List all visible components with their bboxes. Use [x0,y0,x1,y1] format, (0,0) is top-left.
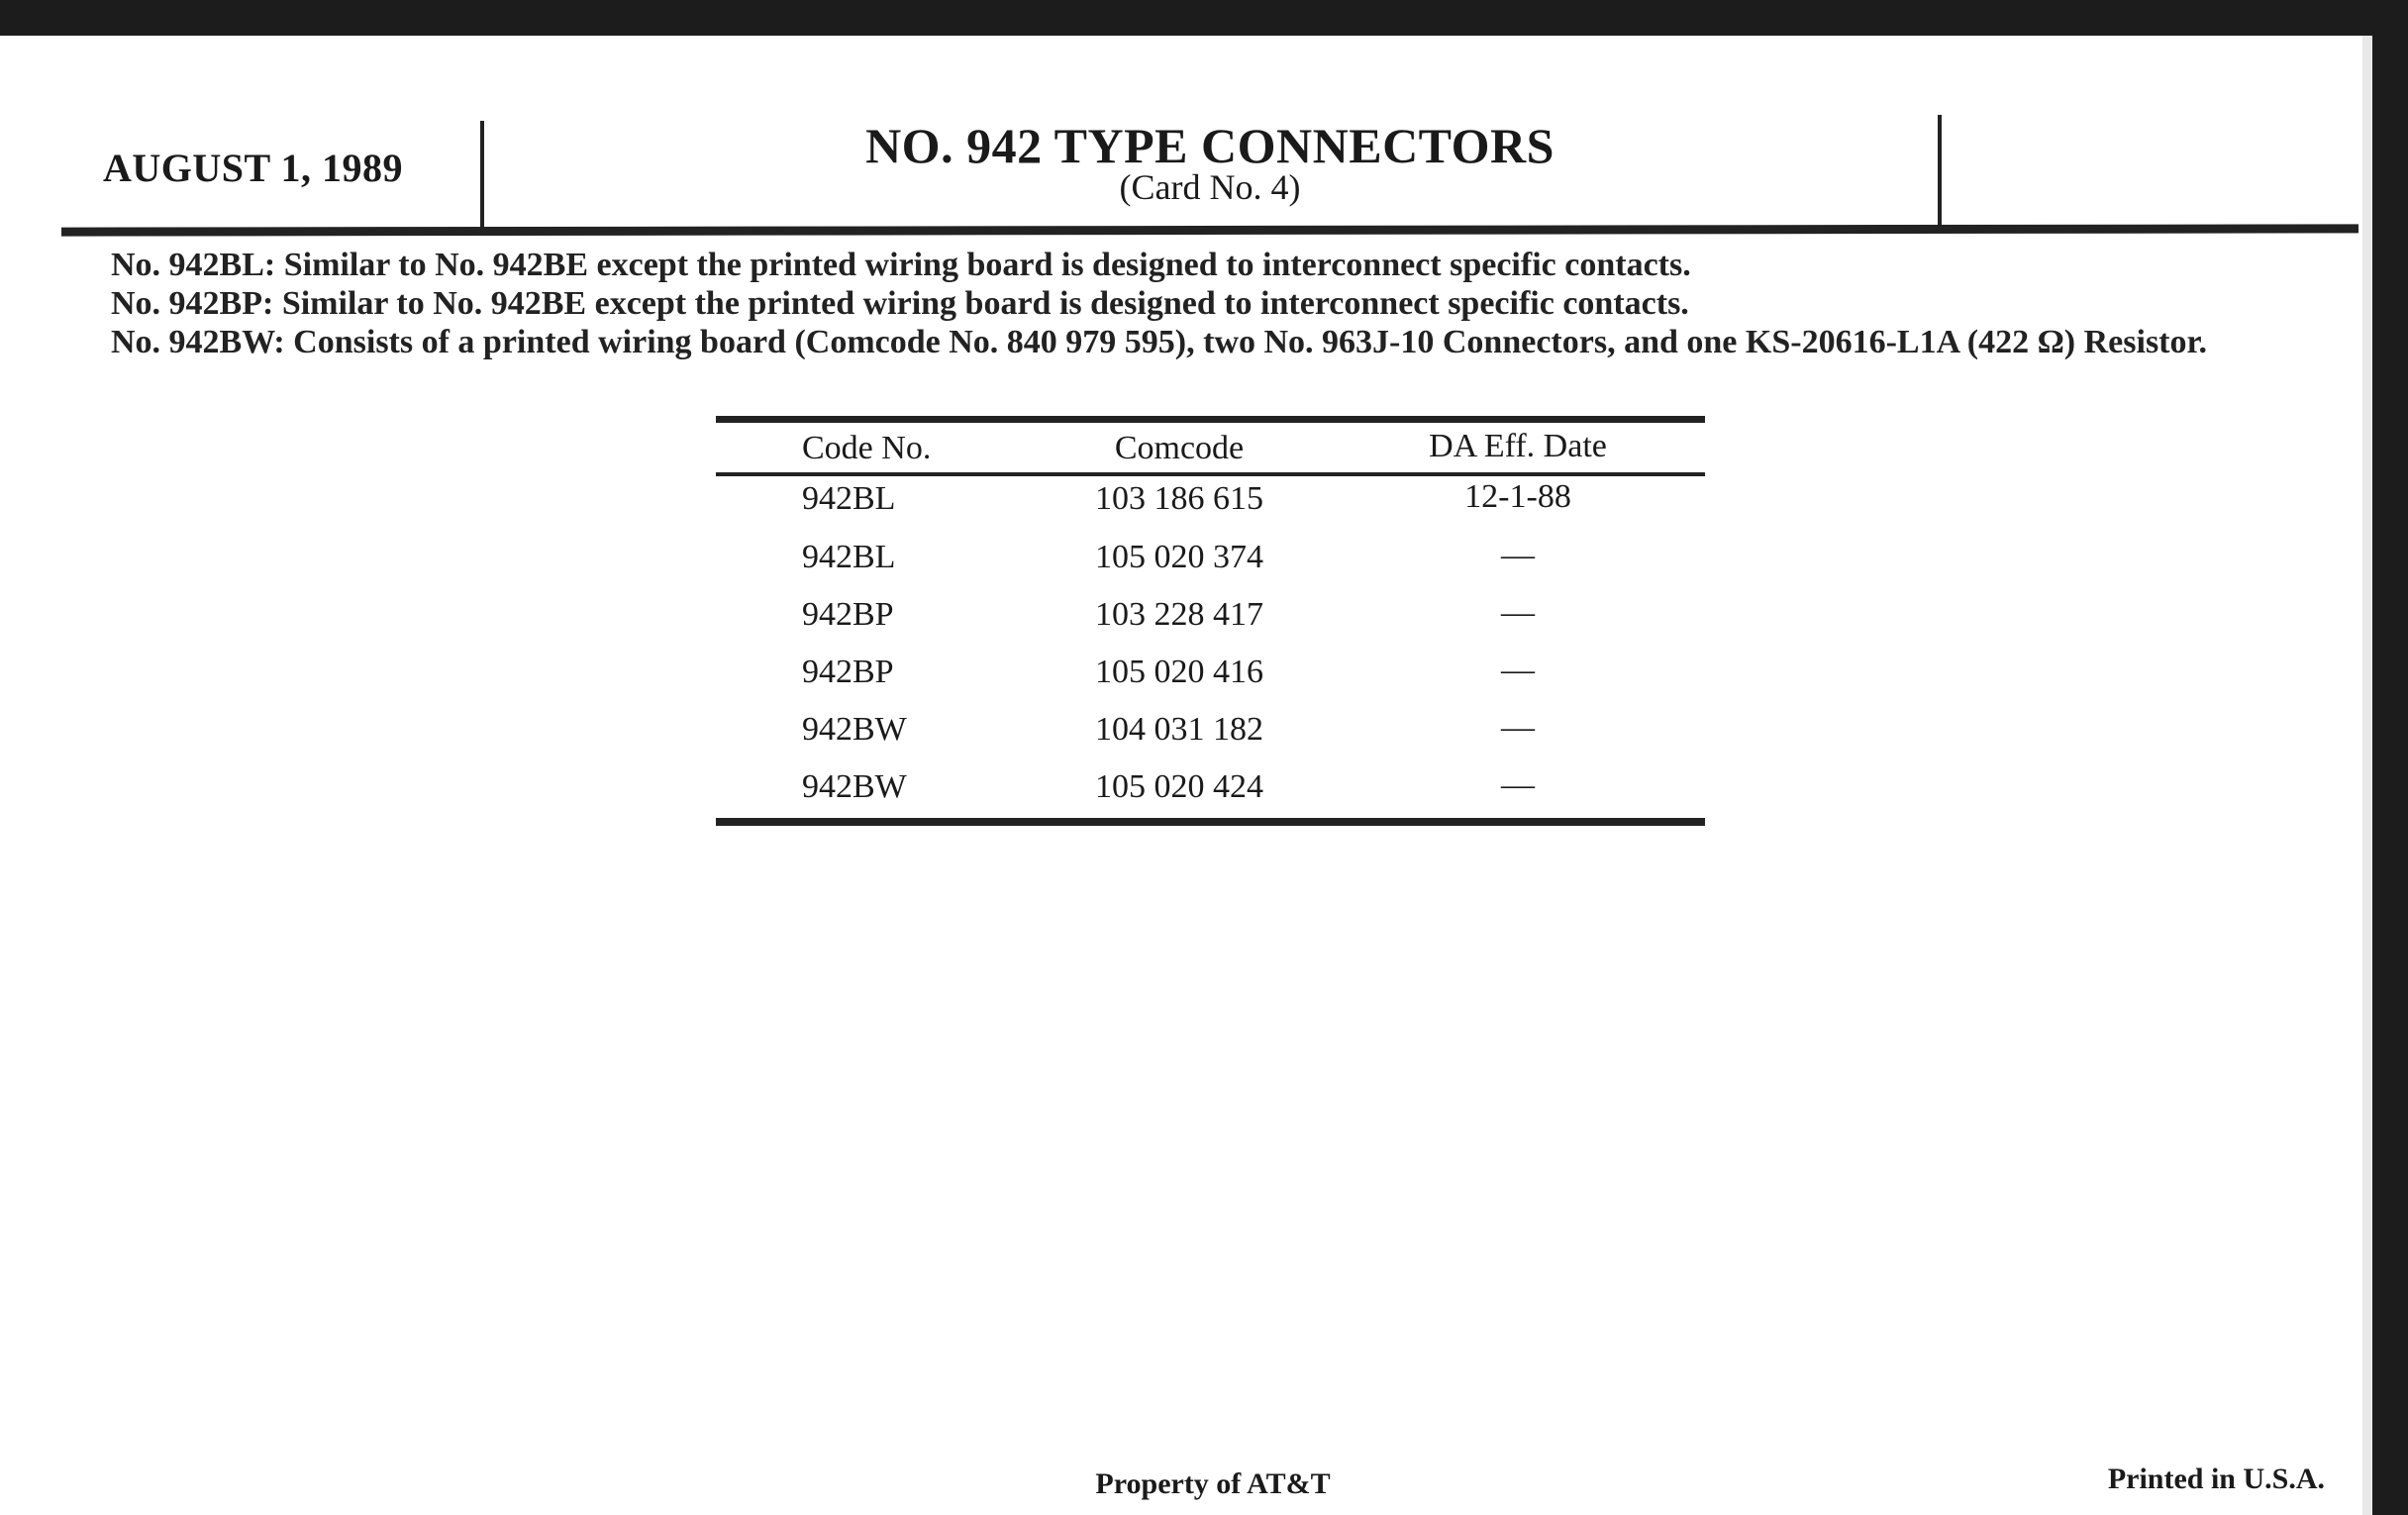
cell-code: 942BP [802,596,894,633]
description-942bl: No. 942BL: Similar to No. 942BE except the printed wiring board is designed to interconnect specific contacts. [111,247,1691,283]
page-subtitle: (Card No. 4) [1119,167,1301,207]
cell-date: — [1501,594,1535,631]
table-bottom-rule [716,818,1705,826]
column-header-comcode: Comcode [1114,430,1245,466]
cell-comcode: 103 228 417 [1095,596,1263,633]
cell-comcode: 104 031 182 [1095,711,1263,748]
header-rule [61,224,2358,236]
cell-date: 12-1-88 [1464,478,1571,515]
table-top-rule [716,416,1705,423]
cell-code: 942BL [802,480,896,517]
scan-edge-shadow [2362,36,2372,1515]
scan-border-top [0,0,2408,36]
cell-code: 942BW [802,768,907,805]
description-942bp: No. 942BP: Similar to No. 942BE except the printed wiring board is designed to interconnect specific contacts. [111,285,1689,322]
cell-date: — [1501,766,1535,803]
cell-date: — [1501,537,1535,573]
cell-comcode: 105 020 374 [1095,539,1263,575]
column-header-date: DA Eff. Date [1429,428,1607,464]
footer-property: Property of AT&T [1095,1467,1331,1500]
column-header-code: Code No. [802,430,932,466]
cell-code: 942BW [802,711,907,748]
footer-printed: Printed in U.S.A. [2107,1463,2325,1495]
cell-code: 942BL [802,539,896,575]
cell-date: — [1501,709,1535,746]
cell-comcode: 103 186 615 [1095,480,1263,517]
cell-date: — [1501,652,1535,688]
issue-date: AUGUST 1, 1989 [103,146,403,190]
scan-border-right [2372,0,2408,1515]
cell-comcode: 105 020 424 [1095,768,1263,805]
page-title: NO. 942 TYPE CONNECTORS [865,118,1555,173]
description-942bw: No. 942BW: Consists of a printed wiring board (Comcode No. 840 979 595), two No. 963J-10 Connectors, and one KS-20616-L1A (422 Ω) Resistor. [111,324,2207,360]
table-header-rule [716,472,1705,476]
cell-code: 942BP [802,654,894,690]
cell-comcode: 105 020 416 [1095,654,1263,690]
